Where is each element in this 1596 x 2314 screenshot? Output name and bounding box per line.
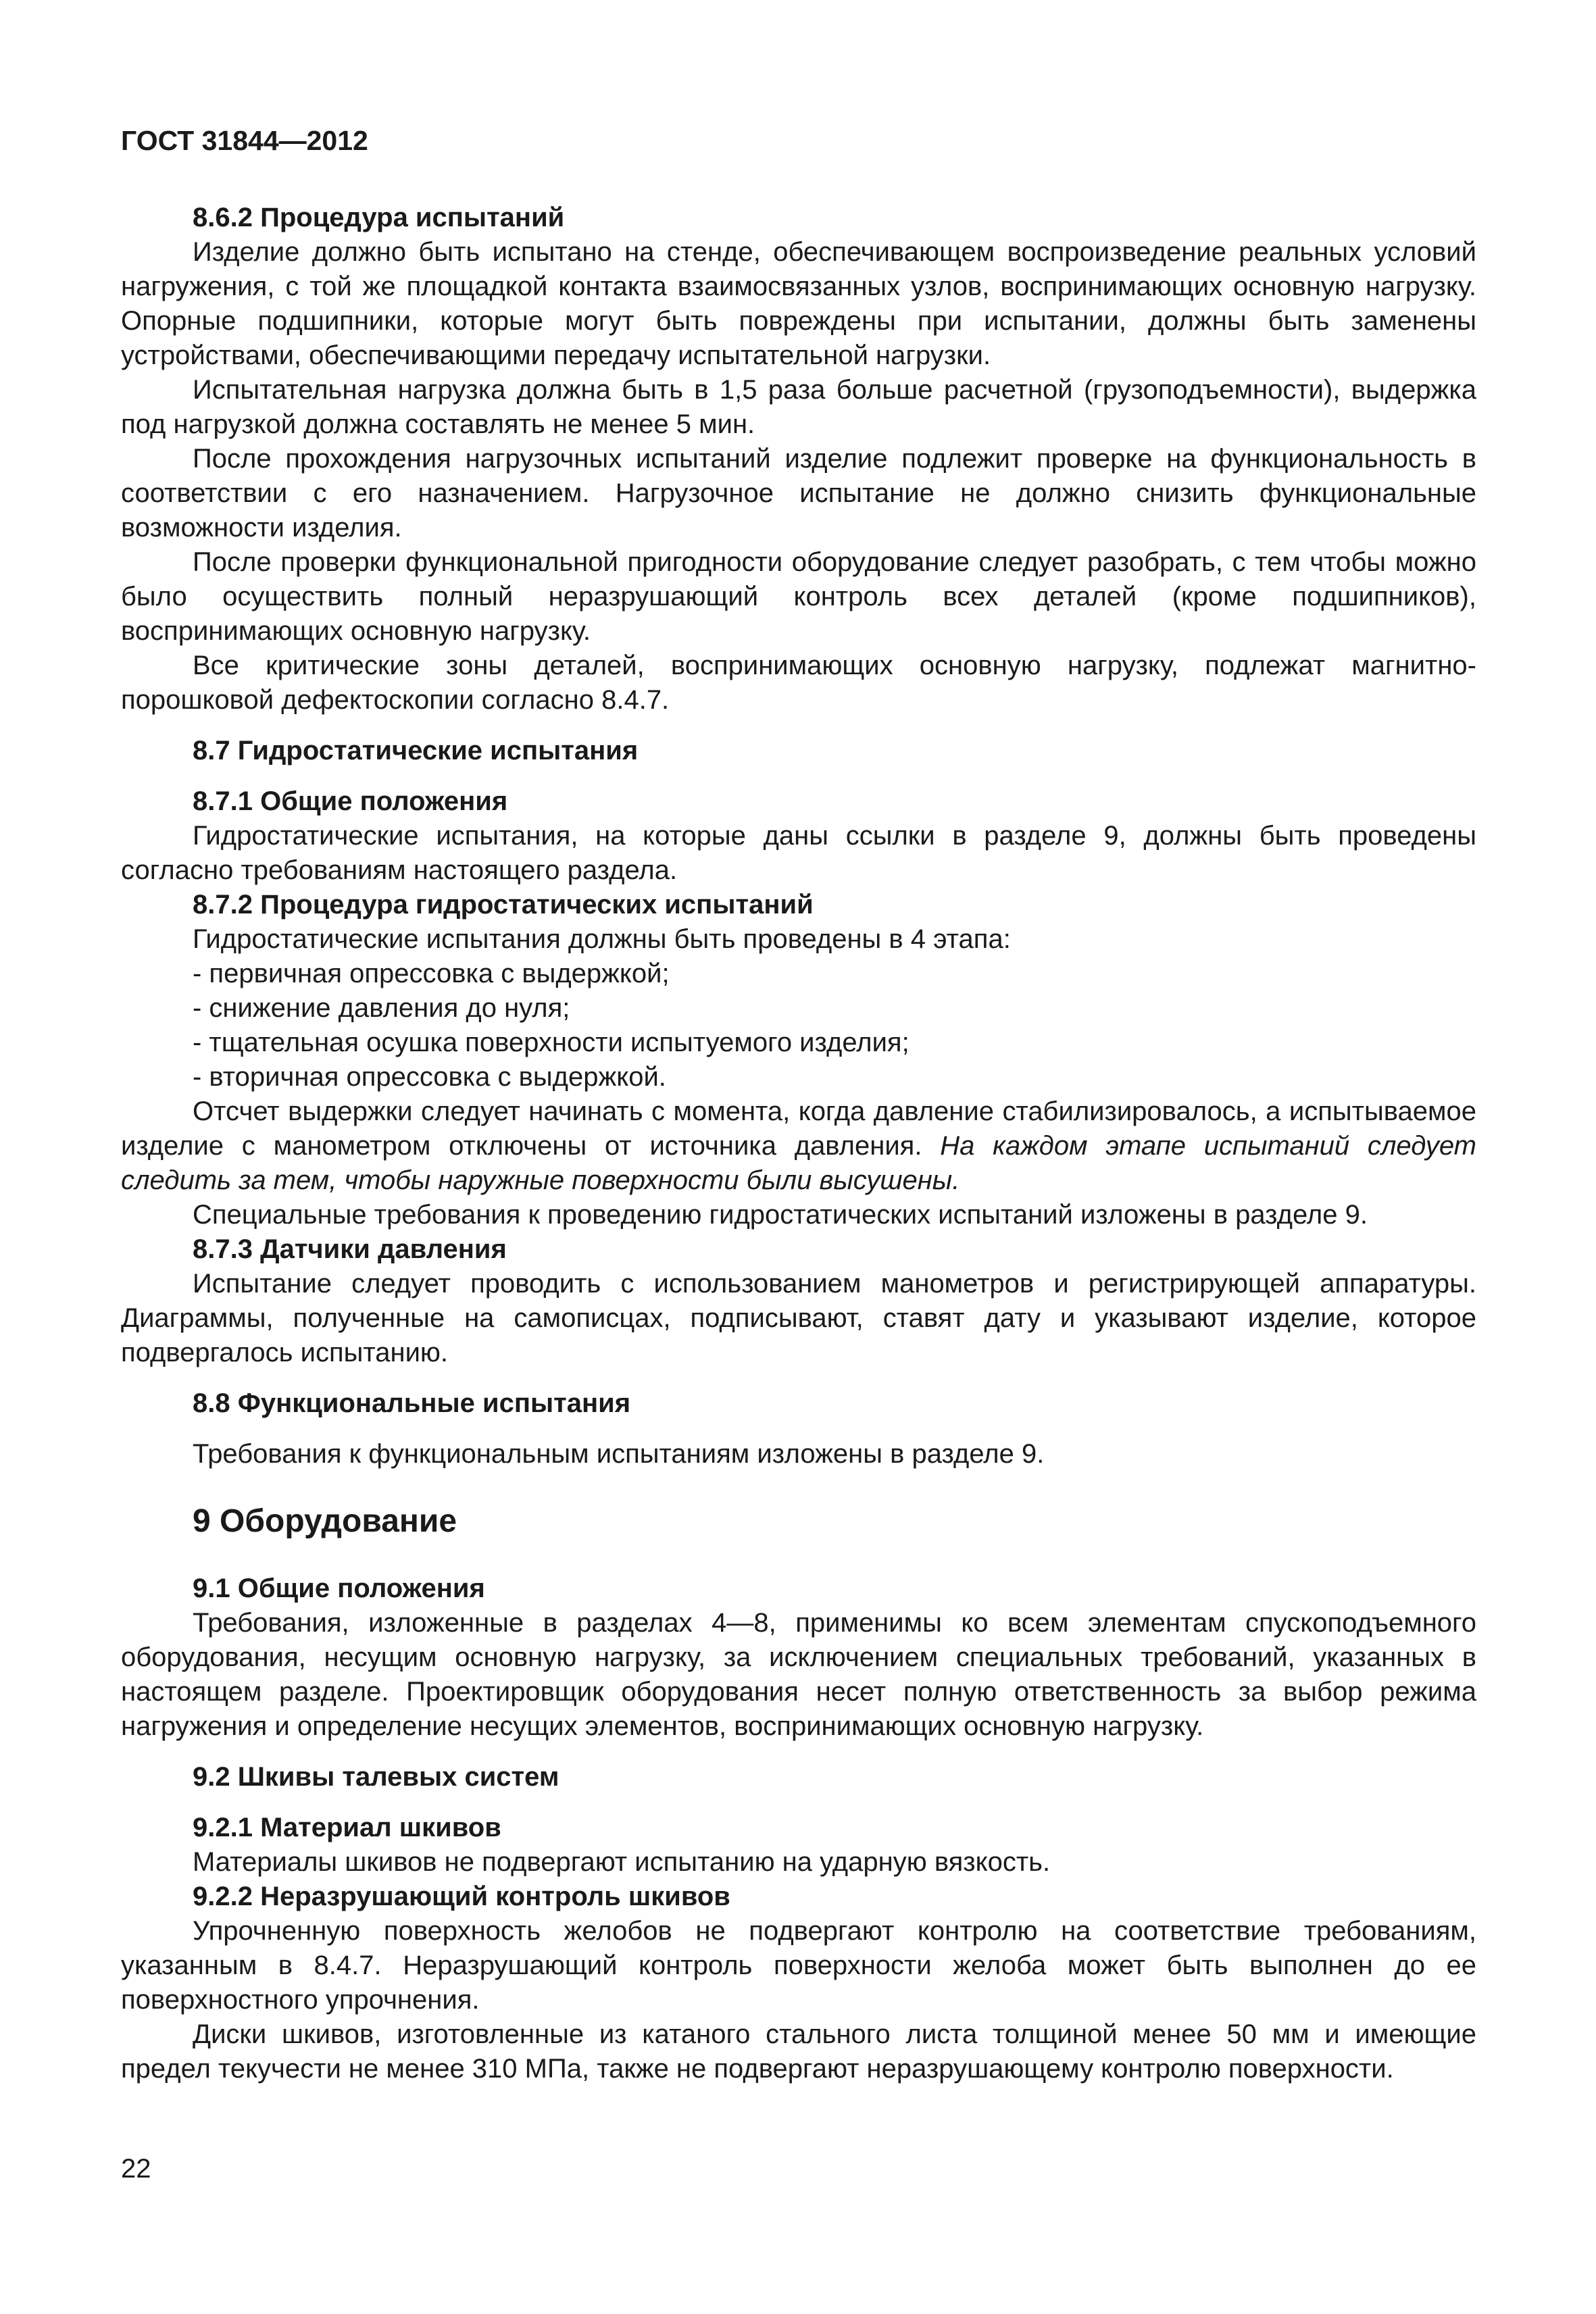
paragraph-text: Отсчет выдержки следует начинать с момента, когда давление стабилизировалось, а испытываемое изделие с манометром отключены от источника давления.	[121, 1097, 1476, 1161]
section-heading: 8.6.2 Процедура испытаний	[193, 203, 565, 232]
paragraph: Гидростатические испытания, на которые даны ссылки в разделе 9, должны быть проведены согласно требованиям настоящего раздела.	[121, 821, 1476, 885]
paragraph: После проверки функциональной пригодности оборудование следует разобрать, с тем чтобы можно было осуществить полный неразрушающий контроль всех деталей (кроме подшипников), воспринимающих основную нагрузку.	[121, 547, 1476, 646]
paragraph: Все критические зоны деталей, воспринимающих основную нагрузку, подлежат магнитно-порошковой дефектоскопии согласно 8.4.7.	[121, 651, 1476, 715]
section-heading: 9.2.1 Материал шкивов	[193, 1813, 501, 1842]
list-item: - вторичная опрессовка с выдержкой.	[193, 1062, 666, 1092]
paragraph: Гидростатические испытания должны быть проведены в 4 этапа:	[193, 924, 1011, 954]
section-heading: 9.2.2 Неразрушающий контроль шкивов	[193, 1882, 730, 1911]
paragraph: Упрочненную поверхность желобов не подвергают контролю на соответствие требованиям, указанным в 8.4.7. Неразрушающий контроль поверхности желоба может быть выполнен до ее поверхностного упрочнения.	[121, 1916, 1476, 2015]
paragraph: Требования к функциональным испытаниям изложены в разделе 9.	[193, 1439, 1045, 1469]
section-heading: 9.1 Общие положения	[193, 1574, 485, 1603]
paragraph: Специальные требования к проведению гидростатических испытаний изложены в разделе 9.	[193, 1200, 1368, 1230]
paragraph: Материалы шкивов не подвергают испытанию на ударную вязкость.	[193, 1847, 1051, 1877]
section-heading: 8.7.3 Датчики давления	[193, 1234, 507, 1264]
section-heading: 8.7 Гидростатические испытания	[193, 736, 639, 765]
section-heading: 9.2 Шкивы талевых систем	[193, 1762, 559, 1792]
list-item: - снижение давления до нуля;	[193, 993, 570, 1023]
list-item: - тщательная осушка поверхности испытуемого изделия;	[193, 1028, 909, 1057]
paragraph: Требования, изложенные в разделах 4—8, применимы ко всем элементам спускоподъемного оборудования, несущим основную нагрузку, за исключением специальных требований, указанных в настоящем разделе. Проектировщик оборудования несет полную ответственность за выбор режима нагружения и определение несущих элементов, воспринимающих основную нагрузку.	[121, 1608, 1476, 1741]
paragraph: Диски шкивов, изготовленные из катаного стального листа толщиной менее 50 мм и имеющие предел текучести не менее 310 МПа, также не подвергают неразрушающему контролю поверхности.	[121, 2019, 1476, 2084]
paragraph: Испытание следует проводить с использованием манометров и регистрирующей аппаратуры. Диаграммы, полученные на самописцах, подписывают, ставят дату и указывают изделие, которое подвергалось испытанию.	[121, 1269, 1476, 1367]
paragraph: После прохождения нагрузочных испытаний изделие подлежит проверке на функциональность в соответствии с его назначением. Нагрузочное испытание не должно снизить функциональные возможности изделия.	[121, 444, 1476, 543]
document-header: ГОСТ 31844—2012	[121, 125, 368, 156]
section-heading: 8.7.1 Общие положения	[193, 786, 508, 816]
chapter-heading: 9 Оборудование	[193, 1503, 457, 1539]
list-item: - первичная опрессовка с выдержкой;	[193, 959, 670, 988]
paragraph: Изделие должно быть испытано на стенде, обеспечивающем воспроизведение реальных условий нагружения, с той же площадкой контакта взаимосвязанных узлов, воспринимающих основную нагрузку. Опорные подшипники, которые могут быть повреждены при испытании, должны быть заменены устройствами, обеспечивающими передачу испытательной нагрузки.	[121, 237, 1476, 370]
paragraph	[121, 1095, 1476, 1198]
section-heading: 8.8 Функциональные испытания	[193, 1388, 631, 1418]
document-body	[121, 201, 1476, 2086]
italic-note: На каждом этапе испытаний следует следить за тем, чтобы наружные поверхности были высушены.	[121, 1131, 1476, 1195]
section-heading: 8.7.2 Процедура гидростатических испытаний	[193, 890, 814, 920]
paragraph: Испытательная нагрузка должна быть в 1,5 раза больше расчетной (грузоподъемности), выдержка под нагрузкой должна составлять не менее 5 мин.	[121, 375, 1476, 439]
page-number: 22	[121, 2154, 151, 2184]
